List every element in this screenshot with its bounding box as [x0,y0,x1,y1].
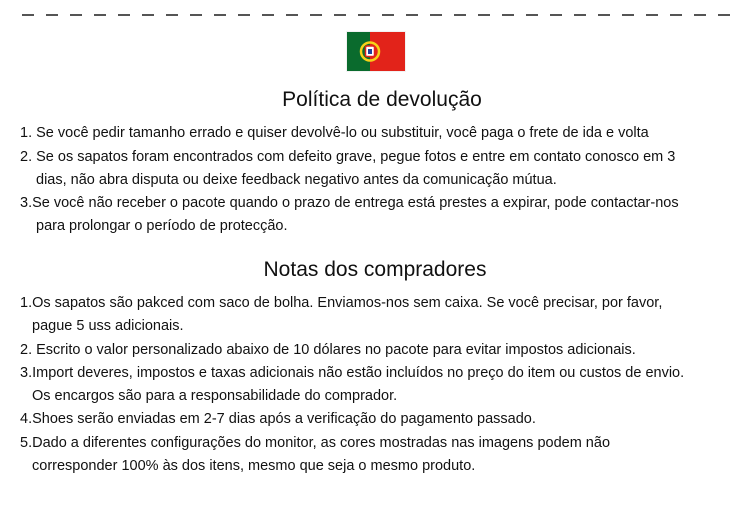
dashed-divider [22,14,730,16]
buyer-notes-item-3-continuation: Os encargos são para a responsabilidade do comprador. [32,388,398,404]
buyer-notes-item-5-text: 5.Dado a diferentes configurações do monitor, as cores mostradas nas imagens podem não [20,435,611,451]
return-policy-item-2-text: 2. Se os sapatos foram encontrados com defeito grave, pegue fotos e entre em contato conosco em 3 [20,149,676,165]
return-policy-title: Política de devolução [282,88,482,111]
buyer-notes-item-5 [20,432,610,478]
buyer-notes-item-4-text: 4.Shoes serão enviadas em 2-7 dias após a verificação do pagamento passado. [20,411,536,427]
return-policy-item-2-continuation: dias, não abra disputa ou deixe feedback negativo antes da comunicação mútua. [36,172,557,188]
portugal-flag-icon [347,32,405,71]
return-policy-item-1-text: 1. Se você pedir tamanho errado e quiser devolvê-lo ou substituir, você paga o frete de ida e volta [20,125,649,141]
buyer-notes-item-3 [20,362,684,408]
buyer-notes-item-5-continuation: corresponder 100% às dos itens, mesmo que seja o mesmo produto. [32,458,476,474]
return-policy-item-3-text: 3.Se você não receber o pacote quando o prazo de entrega está prestes a expirar, pode contactar-nos [20,195,679,211]
buyer-notes-item-2-text: 2. Escrito o valor personalizado abaixo de 10 dólares no pacote para evitar impostos adicionais. [20,342,636,358]
buyer-notes-item-3-text: 3.Import deveres, impostos e taxas adicionais não estão incluídos no preço do item ou custos de envio. [20,365,685,381]
buyer-notes-item-4 [20,408,536,431]
buyer-notes-item-1-text: 1.Os sapatos são pakced com saco de bolha. Enviamos-nos sem caixa. Se você precisar, por favor, [20,295,663,311]
return-policy-item-3-continuation: para prolongar o período de protecção. [36,218,288,234]
buyer-notes-item-2 [20,339,636,362]
return-policy-item-3 [20,192,679,238]
buyer-notes-item-1-continuation: pague 5 uss adicionais. [32,318,184,334]
buyer-notes-item-1 [20,292,662,338]
buyer-notes-title: Notas dos compradores [263,258,487,281]
return-policy-item-2 [20,146,675,192]
return-policy-item-1 [20,122,649,145]
